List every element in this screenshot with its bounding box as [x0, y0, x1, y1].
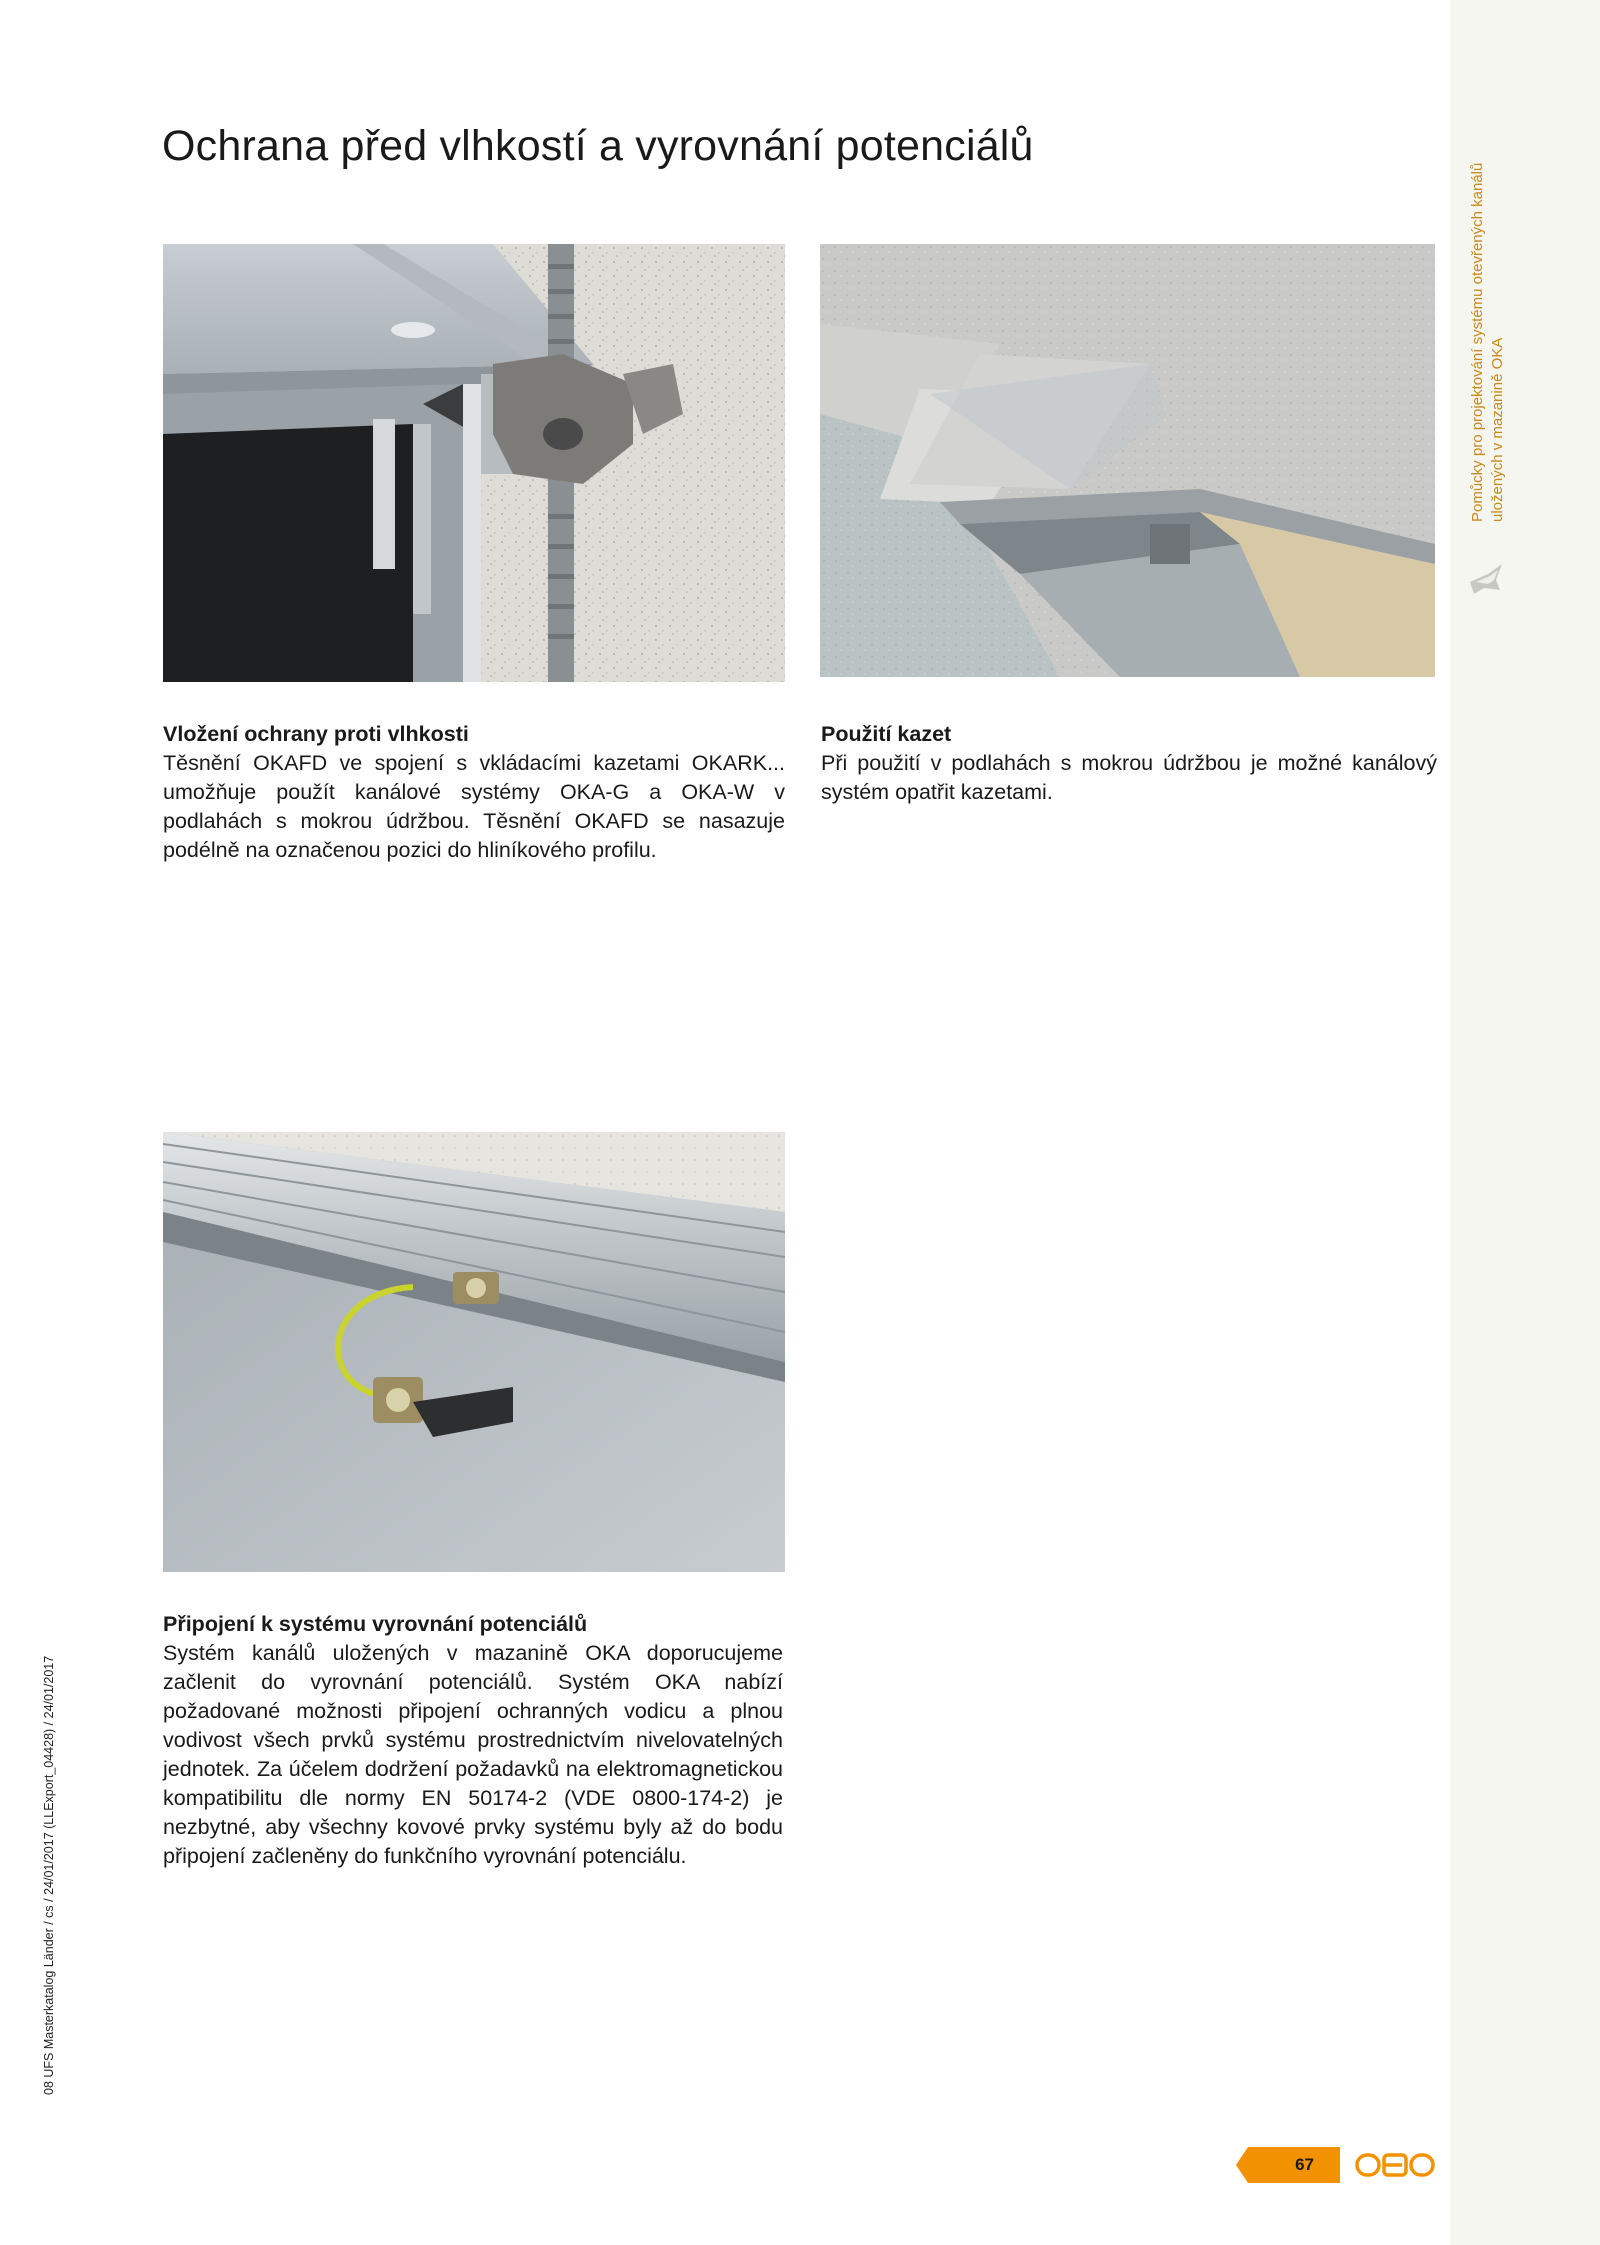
side-label [1468, 62, 1508, 522]
photo-cassette-floor [820, 244, 1435, 677]
obo-logo [1354, 2149, 1436, 2181]
section-heading: Připojení k systému vyrovnání potenciálů [163, 1612, 588, 1636]
section-body: Systém kanálů uložených v mazanině OKA doporucujeme začlenit do vyrovnání potenciálů. Systém OKA nabízí požadované možnosti připojení ochranných vodicu a plnou vodivost všech prvků systému prostrednictvím nivelovatelných jednotek. Za účelem dodržení požadavků na elektromagnetickou kompatibilitu dle normy EN 50174-2 (VDE 0800-174-2) je nezbytné, aby všechny kovové prvky systému byly až do bodu připojení začleněny do funkčního vyrovnání potenciálu. [163, 1641, 783, 1868]
section-body: Při použití v podlahách s mokrou údržbou je možné kanálový systém opatřit kazetami. [821, 751, 1437, 804]
section-moisture-protection [163, 720, 785, 865]
section-cassettes [821, 720, 1437, 807]
section-body: Těsnění OKAFD ve spojení s vkládacími kazetami OKARK... umožňuje použít kanálové systémy OKA-G a OKA-W v podlahách s mokrou údržbou. Těsnění OKAFD se nasazuje podélně na označenou pozici do hliníkového profilu. [163, 751, 785, 862]
page-number: 67 [1295, 2155, 1314, 2174]
page-title: Ochrana před vlhkostí a vyrovnání potenciálů [162, 122, 1034, 170]
photo-moisture-seal [163, 244, 785, 682]
side-label-line2: uložených v mazanině OKA [1489, 337, 1506, 522]
photo-potential-equalization [163, 1132, 785, 1572]
arrow-icon [1466, 560, 1506, 600]
side-label-line1: Pomůcky pro projektování systému otevřených kanálů [1469, 162, 1486, 522]
section-heading: Použití kazet [821, 722, 952, 746]
section-potential-equalization [163, 1610, 783, 1871]
print-meta-text: 08 UFS Masterkatalog Länder / cs / 24/01/2017 (LLExport_04428) / 24/01/2017 [42, 1655, 56, 2095]
section-heading: Vložení ochrany proti vlhkosti [163, 722, 469, 746]
print-metadata [40, 1545, 60, 2095]
page-footer [1236, 2147, 1436, 2183]
